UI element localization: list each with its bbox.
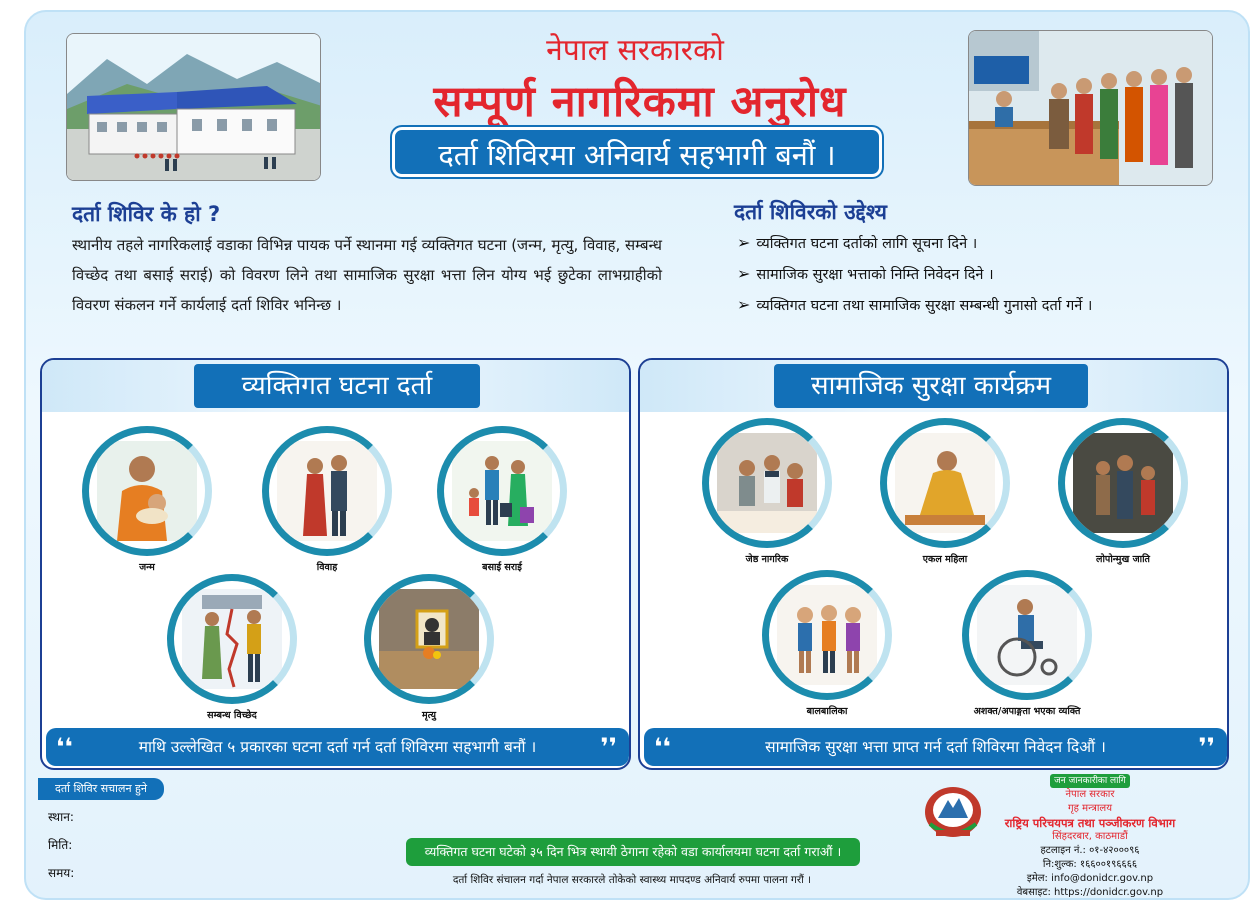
arrow-icon: ➢ — [737, 233, 751, 252]
vital-panel-title: व्यक्तिगत घटना दर्ता — [194, 364, 480, 408]
endangered-ethnic-label: लोपोन्मुख जाति — [1096, 554, 1150, 565]
time-field-label: समय: — [48, 866, 75, 880]
migration-item — [437, 426, 567, 573]
ministry-contact-block — [995, 774, 1185, 900]
children-item — [762, 570, 892, 717]
government-name: नेपाल सरकार — [1065, 789, 1115, 800]
quote-close-icon: ❜❜ — [600, 733, 617, 761]
children-label: बालबालिका — [806, 706, 848, 717]
social-footer-text: सामाजिक सुरक्षा भत्ता प्राप्त गर्न दर्ता शिविरमा निवेदन दिऔं । — [765, 738, 1106, 756]
death-icon — [364, 574, 494, 704]
hotline-number: हटलाइन नं.: ०१-४२०००९६ — [1040, 845, 1140, 856]
migration-icon — [437, 426, 567, 556]
registration-queue-image — [969, 31, 1213, 186]
single-woman-label: एकल महिला — [922, 554, 968, 565]
senior-citizen-label: जेष्ठ नागरिक — [745, 554, 789, 565]
social-panel-title: सामाजिक सुरक्षा कार्यक्रम — [774, 364, 1088, 408]
children-icon — [762, 570, 892, 700]
title-government: नेपाल सरकारको — [546, 33, 724, 68]
social-panel-footer — [644, 728, 1227, 766]
nepal-emblem-icon — [922, 784, 984, 840]
tollfree-number: नि:शुल्क: १६६००१९६६६६ — [1042, 859, 1138, 870]
death-label: मृत्यु — [422, 710, 436, 721]
title-appeal: सम्पूर्ण नागरिकमा अनुरोध — [433, 77, 847, 127]
objective-text: व्यक्तिगत घटना तथा सामाजिक सुरक्षा सम्बन्धी गुनासो दर्ता गर्ने । — [756, 298, 1093, 314]
single-woman-item — [880, 418, 1010, 565]
quote-open-icon: ❛❛ — [654, 733, 671, 761]
email-address[interactable]: इमेल: info@donidcr.gov.np — [1026, 873, 1154, 884]
migration-label: बसाई सराई — [482, 562, 522, 573]
vital-footer-text: माथि उल्लेखित ५ प्रकारका घटना दर्ता गर्न दर्ता शिविरमा सहभागी बनौं । — [138, 738, 537, 756]
ministry-name: गृह मन्त्रालय — [1067, 803, 1113, 814]
location-field-label: स्थान: — [48, 810, 74, 824]
ward-office-illustration — [66, 33, 321, 181]
social-security-panel — [638, 358, 1229, 770]
single-woman-icon — [880, 418, 1010, 548]
wheelchair-icon — [962, 570, 1092, 700]
department-name: राष्ट्रिय परिचयपत्र तथा पञ्जीकरण विभाग — [1004, 816, 1176, 830]
department-address: सिंहदरबार, काठमाडौं — [1052, 831, 1128, 842]
endangered-ethnic-item — [1058, 418, 1188, 565]
vital-events-panel — [40, 358, 631, 770]
marriage-item — [262, 426, 392, 573]
endangered-ethnic-icon — [1058, 418, 1188, 548]
arrow-icon: ➢ — [737, 295, 751, 314]
health-standard-note: दर्ता शिविर संचालन गर्दा नेपाल सरकारले तोकेको स्वास्थ्य मापदण्ड अनिवार्य रुपमा पालना गरौं । — [452, 874, 812, 886]
registration-deadline-note: व्यक्तिगत घटना घटेको ३५ दिन भित्र स्थायी ठेगाना रहेको वडा कार्यालयमा घटना दर्ता गराऔं । — [406, 838, 860, 866]
marriage-label: विवाह — [316, 562, 338, 573]
public-info-badge: जन जानकारीका लागि — [1050, 774, 1130, 788]
objectives-heading: दर्ता शिविरको उद्देश्य — [734, 200, 887, 224]
registration-queue-illustration — [968, 30, 1213, 186]
camp-schedule-label: दर्ता शिविर सचालन हुने — [38, 778, 164, 800]
disabled-person-label: अशक्त/अपाङ्गता भएका व्यक्ति — [973, 706, 1081, 717]
objective-text: सामाजिक सुरक्षा भत्ताको निम्ति निवेदन दिने । — [756, 267, 994, 283]
objective-text: व्यक्तिगत घटना दर्ताको लागि सूचना दिने । — [756, 236, 978, 252]
death-item — [364, 574, 494, 721]
vital-panel-footer — [46, 728, 629, 766]
divorce-item — [167, 574, 297, 721]
birth-label: जन्म — [139, 562, 155, 573]
birth-item — [82, 426, 212, 573]
disabled-person-item — [962, 570, 1092, 717]
quote-open-icon: ❛❛ — [56, 733, 73, 761]
marriage-icon — [262, 426, 392, 556]
senior-citizen-item — [702, 418, 832, 565]
objective-item — [737, 264, 994, 284]
website-link[interactable]: वेबसाइट: https://donidcr.gov.np — [1016, 887, 1164, 898]
what-heading: दर्ता शिविर के हो ? — [72, 202, 221, 226]
birth-icon — [82, 426, 212, 556]
what-description: स्थानीय तहले नागरिकलाई वडाका विभिन्न पायक पर्ने स्थानमा गई व्यक्तिगत घटना (जन्म, मृत्यु, विवाह, सम्बन्ध विच्छेद तथा बसाई सराई) को विवरण लिने तथा सामाजिक सुरक्षा भत्ता लिन योग्य भई छुटेका लाभग्राहीको विवरण संकलन गर्ने कार्यलाई दर्ता शिविर भनिन्छ । — [72, 236, 662, 314]
objective-item — [737, 295, 1092, 315]
quote-close-icon: ❜❜ — [1198, 733, 1215, 761]
divorce-label: सम्बन्ध विच्छेद — [207, 710, 257, 721]
ward-office-image — [67, 34, 321, 181]
divorce-icon — [167, 574, 297, 704]
date-field-label: मिति: — [48, 838, 73, 852]
participation-banner: दर्ता शिविरमा अनिवार्य सहभागी बनौं । — [392, 127, 882, 177]
objective-item — [737, 233, 977, 253]
arrow-icon: ➢ — [737, 264, 751, 283]
senior-citizen-icon — [702, 418, 832, 548]
